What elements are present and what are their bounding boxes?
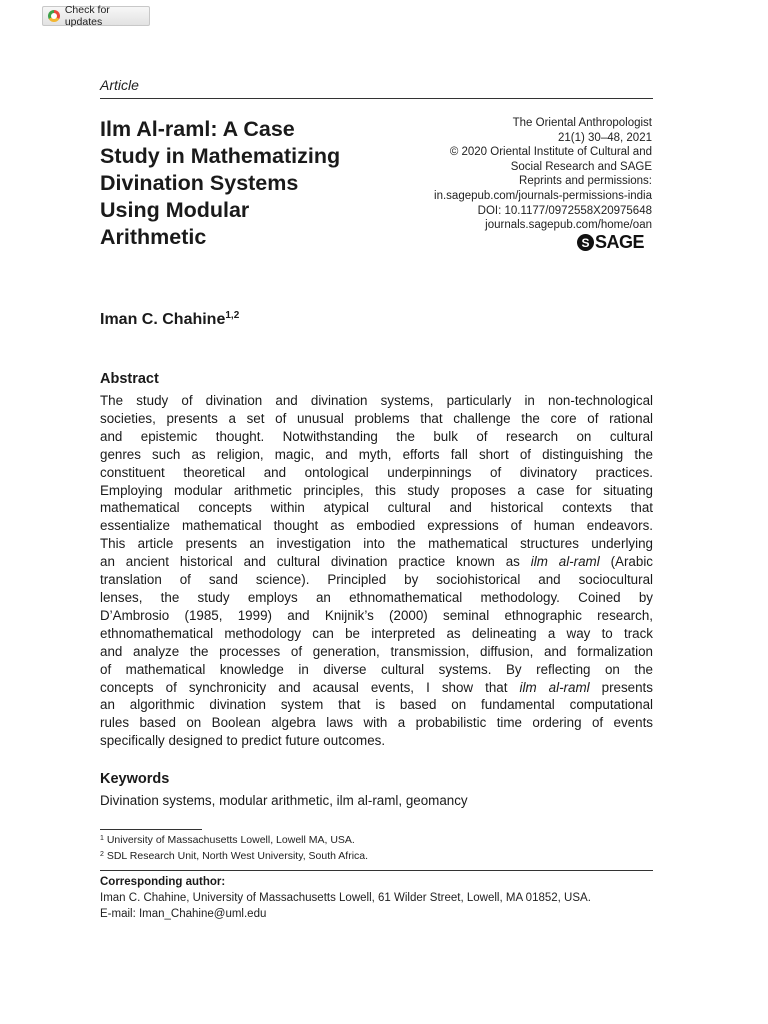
abstract-text: D’Ambrosio (1985, 1999) and Knijnik’s (2000) seminal ethnographic research, [100, 607, 653, 623]
abstract-line [100, 696, 653, 714]
abstract-line [100, 392, 653, 410]
abstract-line [100, 625, 653, 643]
abstract-line [100, 535, 653, 553]
copyright-line: © 2020 Oriental Institute of Cultural and [449, 146, 652, 159]
copyright-line: Social Research and SAGE [510, 160, 652, 173]
abstract-text: specifically designed to predict future outcomes. [100, 733, 386, 749]
abstract-text: The study of divination and divination systems, particularly in non-technological [100, 393, 653, 408]
abstract-text: concepts of synchronicity and acausal events, I show that [100, 679, 520, 695]
footnote-mark: 2 [100, 851, 104, 858]
sage-icon: S [577, 234, 594, 251]
abstract-text: translation of sand science). Principled by sociohistorical and sociocultural [100, 572, 653, 588]
permissions-label: Reprints and permissions: [519, 175, 652, 188]
footnote-mark: 1 [100, 835, 104, 842]
abstract-line [100, 428, 653, 446]
footnote [100, 834, 355, 846]
keywords-heading: Keywords [100, 771, 170, 787]
abstract-line [100, 679, 653, 697]
author-name [100, 310, 239, 329]
abstract-line [100, 732, 653, 750]
abstract-italic-term: ilm al-raml [519, 679, 590, 695]
abstract-text: ethnomathematical methodology can be interpreted as delineating a way to track [100, 625, 653, 641]
footnote-divider [100, 829, 202, 830]
corresponding-heading: Corresponding author: [100, 876, 226, 888]
abstract-text: essentialize mathematical thought as embodied expressions of human endeavors. [100, 518, 653, 534]
keywords-list: Divination systems, modular arithmetic, ilm al-raml, geomancy [100, 793, 468, 808]
abstract-text: mathematical concepts within atypical cultural and historical contexts that [100, 500, 653, 516]
publisher-logo [577, 232, 644, 253]
title-line: Arithmetic [100, 225, 207, 249]
abstract-text: (Arabic [599, 554, 653, 570]
abstract-line [100, 643, 653, 661]
abstract-line [100, 517, 653, 535]
journal-info [392, 116, 652, 233]
abstract-line [100, 571, 653, 589]
journal-homepage-link[interactable]: journals.sagepub.com/home/oan [485, 219, 652, 232]
abstract-line [100, 446, 653, 464]
abstract-text: an ancient historical and cultural divination practice known as [100, 554, 531, 570]
footnote [100, 850, 368, 862]
check-for-updates-button[interactable] [42, 6, 150, 26]
abstract-text: This article presents an investigation into the mathematical structures underlying [100, 536, 653, 552]
abstract-line [100, 553, 653, 571]
header-divider [100, 98, 653, 99]
abstract-text: societies, presents a set of unusual problems that challenge the core of rational [100, 410, 653, 426]
crossmark-icon [48, 10, 60, 22]
abstract-line [100, 464, 653, 482]
abstract-text: and analyze the processes of generation, transmission, diffusion, and formalization [100, 643, 653, 659]
title-line: Divination Systems [100, 171, 299, 195]
article-title [100, 116, 420, 251]
corresponding-address: Iman C. Chahine, University of Massachusetts Lowell, 61 Wilder Street, Lowell, MA 01852, USA. [100, 892, 591, 904]
footnote-text: SDL Research Unit, North West University, South Africa. [106, 850, 369, 862]
publisher-name: SAGE [595, 232, 645, 252]
footnote-text: University of Massachusetts Lowell, Lowell MA, USA. [106, 834, 355, 846]
abstract-text: rules based on Boolean algebra laws with a probabilistic time ordering of events [100, 715, 653, 731]
abstract-line [100, 482, 653, 500]
journal-issue: 21(1) 30–48, 2021 [558, 131, 652, 144]
abstract-body [100, 392, 653, 750]
abstract-text: an algorithmic divination system that is based on fundamental computational [100, 697, 653, 713]
abstract-line [100, 499, 653, 517]
abstract-text: lenses, the study employs an ethnomathematical methodology. Coined by [100, 589, 653, 605]
abstract-text: and epistemic thought. Notwithstanding the bulk of research on cultural [100, 428, 653, 444]
abstract-line [100, 607, 653, 625]
abstract-text: Employing modular arithmetic principles, this study proposes a case for situating [100, 482, 653, 498]
doi-link[interactable]: DOI: 10.1177/0972558X20975648 [477, 204, 652, 217]
abstract-line [100, 410, 653, 428]
abstract-line [100, 589, 653, 607]
affiliation-marks: 1,2 [225, 310, 240, 321]
abstract-text: constituent theoretical and ontological underpinnings of divinatory practices. [100, 464, 653, 480]
article-type-label: Article [100, 77, 139, 93]
abstract-text: presents [589, 679, 653, 695]
title-line: Using Modular [100, 198, 250, 222]
abstract-text: genres such as religion, magic, and myth, efforts fall short of distinguishing the [100, 446, 653, 462]
title-line: Study in Mathematizing [100, 144, 341, 168]
abstract-line [100, 714, 653, 732]
title-line: Ilm Al-raml: A Case [100, 117, 295, 141]
journal-name: The Oriental Anthropologist [512, 117, 652, 129]
abstract-line [100, 661, 653, 679]
check-for-updates-label: Check for updates [64, 4, 110, 28]
abstract-text: of mathematical knowledge in diverse cultural systems. By reflecting on the [100, 661, 653, 677]
abstract-heading: Abstract [100, 371, 159, 387]
author-name-text: Iman C. Chahine [100, 311, 226, 328]
permissions-link[interactable]: in.sagepub.com/journals-permissions-india [434, 189, 652, 202]
abstract-italic-term: ilm al-raml [530, 554, 600, 570]
corresponding-divider [100, 870, 653, 871]
corresponding-email[interactable]: E-mail: Iman_Chahine@uml.edu [100, 908, 267, 920]
